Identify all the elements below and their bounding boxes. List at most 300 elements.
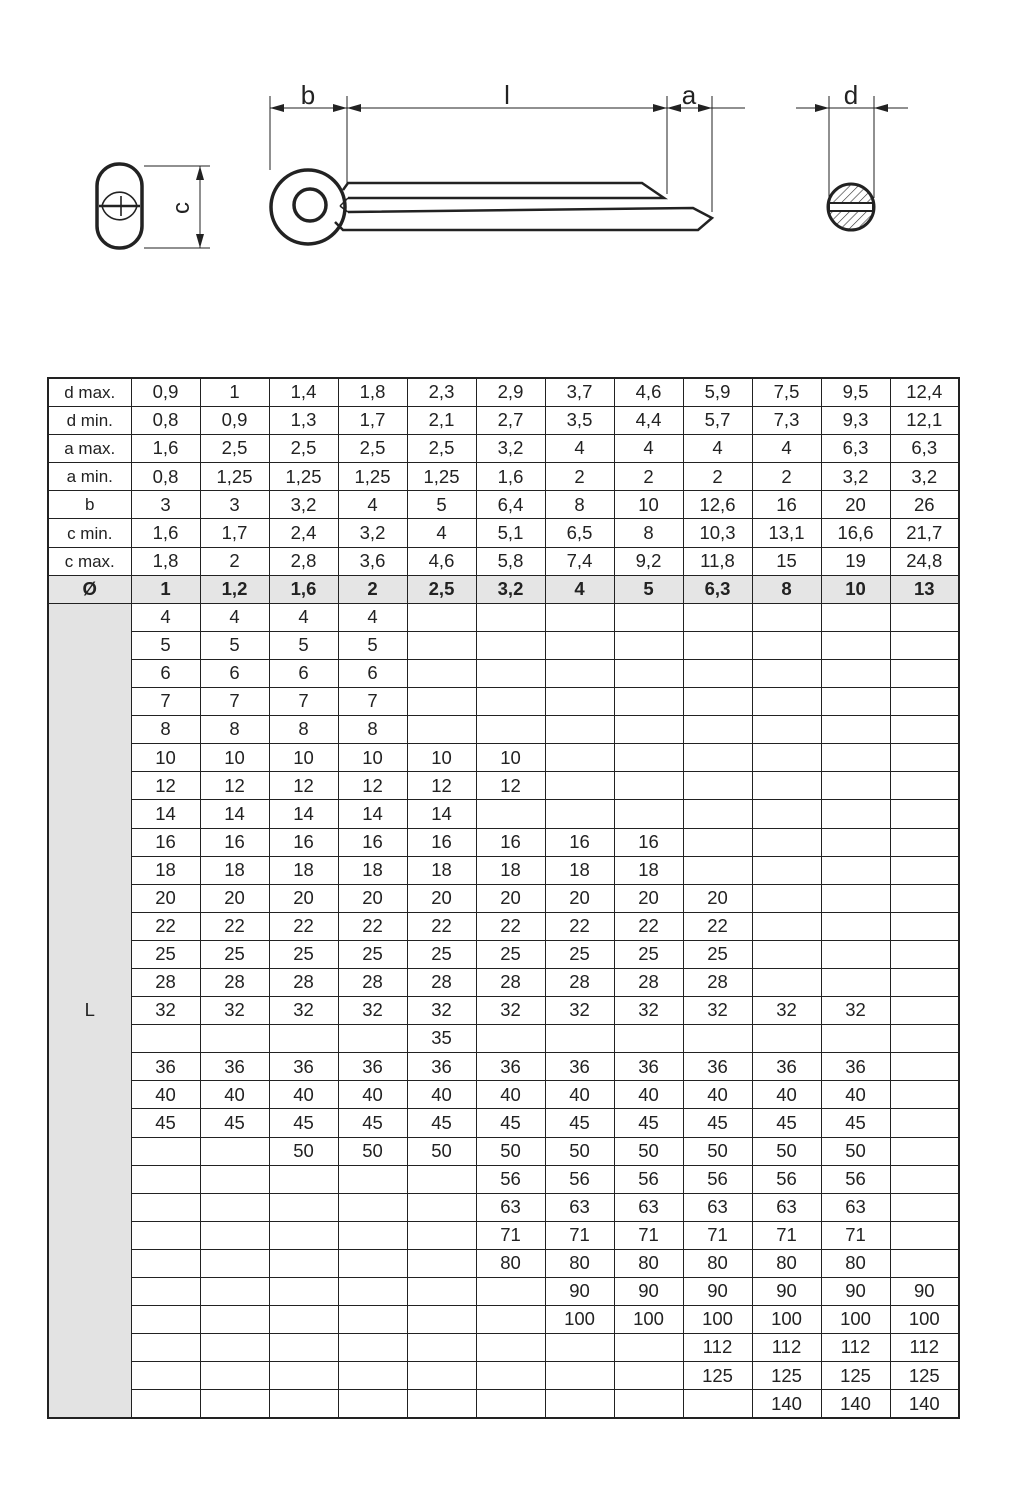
length-cell xyxy=(269,1165,338,1193)
length-cell: 18 xyxy=(476,856,545,884)
length-cell xyxy=(683,800,752,828)
length-cell xyxy=(269,1221,338,1249)
length-row xyxy=(48,884,959,912)
length-cell: 6 xyxy=(131,659,200,687)
length-cell: 18 xyxy=(407,856,476,884)
table-cell: 21,7 xyxy=(890,519,959,547)
table-cell: 5,8 xyxy=(476,547,545,575)
length-cell xyxy=(269,1278,338,1306)
length-cell: 125 xyxy=(821,1362,890,1390)
length-cell xyxy=(890,940,959,968)
length-cell xyxy=(131,1137,200,1165)
length-cell: 112 xyxy=(890,1334,959,1362)
length-cell: 36 xyxy=(269,1053,338,1081)
length-cell: 50 xyxy=(476,1137,545,1165)
length-cell: 45 xyxy=(200,1109,269,1137)
table-cell: 3,2 xyxy=(338,519,407,547)
length-cell: 63 xyxy=(821,1193,890,1221)
length-row xyxy=(48,1165,959,1193)
length-cell: 4 xyxy=(338,603,407,631)
length-cell: 22 xyxy=(131,912,200,940)
length-cell: 50 xyxy=(269,1137,338,1165)
length-cell: 7 xyxy=(269,688,338,716)
length-cell xyxy=(476,631,545,659)
length-row xyxy=(48,1278,959,1306)
length-cell: 80 xyxy=(476,1249,545,1277)
length-cell: 12 xyxy=(269,772,338,800)
length-cell: 45 xyxy=(752,1109,821,1137)
length-cell: 25 xyxy=(407,940,476,968)
table-cell: 5 xyxy=(407,491,476,519)
length-cell: 36 xyxy=(545,1053,614,1081)
length-cell: 112 xyxy=(683,1334,752,1362)
length-cell: 18 xyxy=(545,856,614,884)
table-cell: 19 xyxy=(821,547,890,575)
length-cell: 125 xyxy=(752,1362,821,1390)
length-cell: 71 xyxy=(545,1221,614,1249)
length-cell: 125 xyxy=(890,1362,959,1390)
table-cell: 26 xyxy=(890,491,959,519)
length-cell xyxy=(614,1390,683,1419)
diameter-cell: 1,2 xyxy=(200,575,269,603)
length-cell xyxy=(614,744,683,772)
length-cell xyxy=(752,688,821,716)
length-cell: 14 xyxy=(338,800,407,828)
length-cell xyxy=(269,1306,338,1334)
table-cell: 24,8 xyxy=(890,547,959,575)
spec-row xyxy=(48,407,959,435)
length-cell: 22 xyxy=(200,912,269,940)
length-cell: 22 xyxy=(269,912,338,940)
length-cell: 12 xyxy=(476,772,545,800)
length-cell: 80 xyxy=(683,1249,752,1277)
length-cell: 71 xyxy=(683,1221,752,1249)
length-cell xyxy=(890,772,959,800)
table-cell: 4 xyxy=(683,435,752,463)
length-cell: 90 xyxy=(890,1278,959,1306)
length-cell xyxy=(821,940,890,968)
table-cell: 2 xyxy=(200,547,269,575)
length-cell xyxy=(890,1249,959,1277)
length-cell: 112 xyxy=(821,1334,890,1362)
length-cell: 36 xyxy=(200,1053,269,1081)
length-cell: 25 xyxy=(545,940,614,968)
length-cell: 140 xyxy=(890,1390,959,1419)
length-cell: 32 xyxy=(545,997,614,1025)
spec-row xyxy=(48,435,959,463)
length-row xyxy=(48,1137,959,1165)
length-cell xyxy=(407,1249,476,1277)
length-cell xyxy=(683,688,752,716)
table-cell: 1,8 xyxy=(338,378,407,407)
table-cell: 3 xyxy=(200,491,269,519)
length-cell xyxy=(821,688,890,716)
length-cell: 80 xyxy=(545,1249,614,1277)
table-cell: 9,2 xyxy=(614,547,683,575)
length-cell xyxy=(683,603,752,631)
length-cell: 63 xyxy=(683,1193,752,1221)
length-cell xyxy=(821,856,890,884)
length-cell xyxy=(683,828,752,856)
length-row xyxy=(48,1390,959,1419)
length-cell xyxy=(890,1053,959,1081)
table-cell: 7,4 xyxy=(545,547,614,575)
length-cell: 40 xyxy=(752,1081,821,1109)
length-cell: 90 xyxy=(545,1278,614,1306)
length-cell xyxy=(890,912,959,940)
table-cell: 2,8 xyxy=(269,547,338,575)
length-cell xyxy=(476,1025,545,1053)
length-cell xyxy=(821,828,890,856)
length-cell: 45 xyxy=(338,1109,407,1137)
length-cell xyxy=(407,688,476,716)
table-cell: 4 xyxy=(545,435,614,463)
table-cell: 1,6 xyxy=(131,519,200,547)
side-view xyxy=(270,96,745,244)
length-cell: 40 xyxy=(476,1081,545,1109)
length-cell: 100 xyxy=(821,1306,890,1334)
length-cell: 140 xyxy=(821,1390,890,1419)
length-cell: 6 xyxy=(338,659,407,687)
table-cell: 2,3 xyxy=(407,378,476,407)
length-cell: 20 xyxy=(131,884,200,912)
length-cell xyxy=(338,1306,407,1334)
length-cell xyxy=(338,1278,407,1306)
length-cell xyxy=(200,1278,269,1306)
row-label: a max. xyxy=(48,435,131,463)
length-cell: 35 xyxy=(407,1025,476,1053)
diameter-row xyxy=(48,575,959,603)
length-cell: 12 xyxy=(131,772,200,800)
length-cell xyxy=(890,1081,959,1109)
length-cell xyxy=(269,1025,338,1053)
length-cell: 14 xyxy=(407,800,476,828)
length-cell: 50 xyxy=(821,1137,890,1165)
table-cell: 12,6 xyxy=(683,491,752,519)
length-cell: 125 xyxy=(683,1362,752,1390)
length-cell xyxy=(683,1025,752,1053)
length-cell xyxy=(890,1165,959,1193)
length-cell xyxy=(752,828,821,856)
length-cell: 100 xyxy=(545,1306,614,1334)
length-row xyxy=(48,1053,959,1081)
length-cell xyxy=(890,631,959,659)
length-cell xyxy=(200,1221,269,1249)
length-row xyxy=(48,603,959,631)
length-row xyxy=(48,800,959,828)
length-cell xyxy=(269,1390,338,1419)
length-cell xyxy=(545,772,614,800)
length-cell xyxy=(407,716,476,744)
length-cell: 50 xyxy=(407,1137,476,1165)
table-cell: 5,1 xyxy=(476,519,545,547)
length-cell: 10 xyxy=(131,744,200,772)
length-cell: 16 xyxy=(545,828,614,856)
table-cell: 2 xyxy=(545,463,614,491)
spec-row xyxy=(48,378,959,407)
length-cell: 12 xyxy=(407,772,476,800)
table-cell: 2,5 xyxy=(338,435,407,463)
length-cell xyxy=(476,1362,545,1390)
length-cell xyxy=(131,1390,200,1419)
length-cell xyxy=(683,744,752,772)
length-cell: 8 xyxy=(200,716,269,744)
length-cell xyxy=(752,603,821,631)
diameter-cell: 1 xyxy=(131,575,200,603)
length-cell xyxy=(131,1221,200,1249)
table-cell: 2,4 xyxy=(269,519,338,547)
table-cell: 2,7 xyxy=(476,407,545,435)
length-cell: 12 xyxy=(200,772,269,800)
length-cell xyxy=(338,1334,407,1362)
length-cell: 10 xyxy=(407,744,476,772)
length-cell: 112 xyxy=(752,1334,821,1362)
length-cell xyxy=(614,1334,683,1362)
length-cell xyxy=(131,1334,200,1362)
length-cell: 7 xyxy=(131,688,200,716)
length-cell xyxy=(683,659,752,687)
length-cell xyxy=(545,659,614,687)
length-cell: 20 xyxy=(269,884,338,912)
length-cell: 45 xyxy=(821,1109,890,1137)
length-cell: 90 xyxy=(683,1278,752,1306)
length-cell xyxy=(407,1334,476,1362)
length-cell: 25 xyxy=(338,940,407,968)
length-cell: 56 xyxy=(545,1165,614,1193)
length-cell xyxy=(683,631,752,659)
length-cell: 36 xyxy=(338,1053,407,1081)
length-cell: 71 xyxy=(476,1221,545,1249)
length-cell: 20 xyxy=(338,884,407,912)
length-cell xyxy=(200,1334,269,1362)
length-cell: 18 xyxy=(614,856,683,884)
length-cell: 20 xyxy=(200,884,269,912)
length-row xyxy=(48,1221,959,1249)
row-label: b xyxy=(48,491,131,519)
table-cell: 8 xyxy=(545,491,614,519)
dimension-label-d: d xyxy=(843,80,859,110)
length-row xyxy=(48,716,959,744)
length-cell xyxy=(614,659,683,687)
length-cell xyxy=(752,912,821,940)
length-cell xyxy=(131,1193,200,1221)
diameter-cell: 2 xyxy=(338,575,407,603)
length-cell: 50 xyxy=(614,1137,683,1165)
length-row xyxy=(48,1306,959,1334)
length-cell xyxy=(200,1165,269,1193)
length-cell: 28 xyxy=(545,968,614,996)
table-cell: 1,3 xyxy=(269,407,338,435)
spec-row xyxy=(48,463,959,491)
length-cell: 16 xyxy=(407,828,476,856)
length-cell: 40 xyxy=(131,1081,200,1109)
table-cell: 11,8 xyxy=(683,547,752,575)
length-cell: 8 xyxy=(338,716,407,744)
table-cell: 1,8 xyxy=(131,547,200,575)
length-cell xyxy=(407,659,476,687)
length-cell: 36 xyxy=(821,1053,890,1081)
length-cell xyxy=(476,603,545,631)
length-cell xyxy=(338,1362,407,1390)
length-cell: 20 xyxy=(545,884,614,912)
length-cell: 5 xyxy=(131,631,200,659)
table-cell: 20 xyxy=(821,491,890,519)
length-cell: 140 xyxy=(752,1390,821,1419)
length-cell: 28 xyxy=(476,968,545,996)
table-cell: 1,7 xyxy=(200,519,269,547)
table-cell: 1,7 xyxy=(338,407,407,435)
length-cell xyxy=(821,659,890,687)
table-cell: 12,4 xyxy=(890,378,959,407)
length-cell: 22 xyxy=(683,912,752,940)
length-cell: 5 xyxy=(269,631,338,659)
length-cell: 90 xyxy=(821,1278,890,1306)
table-cell: 13,1 xyxy=(752,519,821,547)
row-label: d min. xyxy=(48,407,131,435)
length-row xyxy=(48,1081,959,1109)
length-row xyxy=(48,1334,959,1362)
length-cell: 7 xyxy=(338,688,407,716)
length-cell: 100 xyxy=(752,1306,821,1334)
length-cell: 6 xyxy=(269,659,338,687)
length-cell: 45 xyxy=(269,1109,338,1137)
diameter-cell: 3,2 xyxy=(476,575,545,603)
length-cell: 4 xyxy=(131,603,200,631)
length-cell xyxy=(407,1390,476,1419)
length-cell: 18 xyxy=(269,856,338,884)
table-cell: 16 xyxy=(752,491,821,519)
table-cell: 3,7 xyxy=(545,378,614,407)
length-cell xyxy=(200,1025,269,1053)
table-cell: 3 xyxy=(131,491,200,519)
length-cell xyxy=(890,1025,959,1053)
length-cell: 25 xyxy=(269,940,338,968)
length-cell: 32 xyxy=(338,997,407,1025)
length-cell xyxy=(821,716,890,744)
length-cell: 14 xyxy=(200,800,269,828)
length-cell: 18 xyxy=(338,856,407,884)
table-cell: 12,1 xyxy=(890,407,959,435)
length-row xyxy=(48,631,959,659)
length-cell xyxy=(200,1137,269,1165)
length-label: L xyxy=(48,603,131,1418)
length-cell: 36 xyxy=(683,1053,752,1081)
length-cell: 22 xyxy=(545,912,614,940)
length-cell xyxy=(752,659,821,687)
length-cell xyxy=(545,800,614,828)
table-cell: 4 xyxy=(752,435,821,463)
length-cell: 32 xyxy=(752,997,821,1025)
length-cell: 100 xyxy=(890,1306,959,1334)
length-cell: 5 xyxy=(338,631,407,659)
length-cell: 22 xyxy=(407,912,476,940)
spec-row xyxy=(48,491,959,519)
length-cell xyxy=(545,688,614,716)
table-cell: 0,9 xyxy=(200,407,269,435)
length-cell: 56 xyxy=(683,1165,752,1193)
cotter-pin-drawing xyxy=(0,0,1028,330)
table-cell: 0,9 xyxy=(131,378,200,407)
length-cell xyxy=(200,1390,269,1419)
table-cell: 1,6 xyxy=(476,463,545,491)
length-cell xyxy=(890,997,959,1025)
length-cell: 8 xyxy=(269,716,338,744)
length-cell: 16 xyxy=(131,828,200,856)
length-cell xyxy=(407,631,476,659)
length-cell: 36 xyxy=(614,1053,683,1081)
length-cell: 14 xyxy=(269,800,338,828)
length-cell: 100 xyxy=(683,1306,752,1334)
length-row xyxy=(48,1249,959,1277)
table-cell: 3,2 xyxy=(821,463,890,491)
length-cell xyxy=(545,716,614,744)
length-cell xyxy=(476,800,545,828)
table-cell: 2,1 xyxy=(407,407,476,435)
length-cell: 16 xyxy=(269,828,338,856)
length-cell xyxy=(545,1390,614,1419)
length-row xyxy=(48,997,959,1025)
length-cell: 40 xyxy=(821,1081,890,1109)
table-cell: 3,5 xyxy=(545,407,614,435)
length-cell xyxy=(545,1025,614,1053)
length-cell: 40 xyxy=(338,1081,407,1109)
length-cell xyxy=(269,1249,338,1277)
length-cell xyxy=(890,688,959,716)
length-cell: 56 xyxy=(821,1165,890,1193)
length-row xyxy=(48,688,959,716)
length-cell: 32 xyxy=(131,997,200,1025)
table-cell: 5,9 xyxy=(683,378,752,407)
length-cell xyxy=(407,1165,476,1193)
length-cell xyxy=(890,1221,959,1249)
length-cell: 20 xyxy=(614,884,683,912)
length-cell xyxy=(890,716,959,744)
row-label: c max. xyxy=(48,547,131,575)
length-cell xyxy=(614,688,683,716)
table-cell: 1,25 xyxy=(200,463,269,491)
length-cell: 16 xyxy=(200,828,269,856)
length-cell: 40 xyxy=(269,1081,338,1109)
length-cell xyxy=(200,1249,269,1277)
length-cell xyxy=(338,1025,407,1053)
length-cell xyxy=(131,1249,200,1277)
length-cell xyxy=(614,772,683,800)
length-cell: 20 xyxy=(407,884,476,912)
length-cell xyxy=(752,772,821,800)
length-cell: 40 xyxy=(545,1081,614,1109)
diameter-cell: 2,5 xyxy=(407,575,476,603)
length-cell xyxy=(338,1193,407,1221)
length-cell: 40 xyxy=(200,1081,269,1109)
diameter-cell: 5 xyxy=(614,575,683,603)
table-cell: 2,5 xyxy=(269,435,338,463)
length-cell xyxy=(545,631,614,659)
length-cell xyxy=(200,1306,269,1334)
table-cell: 4,6 xyxy=(407,547,476,575)
length-cell xyxy=(338,1390,407,1419)
length-cell: 71 xyxy=(614,1221,683,1249)
length-cell xyxy=(821,968,890,996)
length-cell: 71 xyxy=(752,1221,821,1249)
length-cell xyxy=(476,1390,545,1419)
length-cell xyxy=(821,912,890,940)
length-cell: 63 xyxy=(752,1193,821,1221)
length-cell xyxy=(890,828,959,856)
diameter-label: Ø xyxy=(48,575,131,603)
row-label: c min. xyxy=(48,519,131,547)
table-cell: 4,4 xyxy=(614,407,683,435)
length-cell: 28 xyxy=(407,968,476,996)
